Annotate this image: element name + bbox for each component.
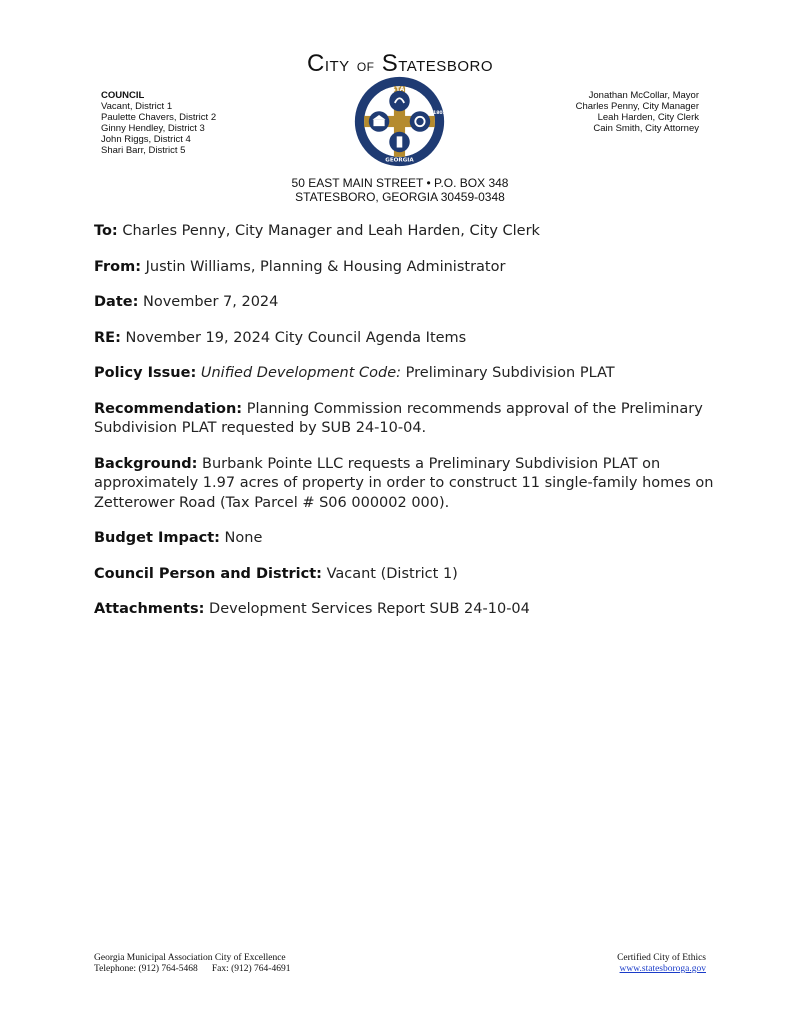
footer-excellence: Georgia Municipal Association City of Excellence bbox=[94, 953, 286, 963]
footer-left bbox=[94, 953, 290, 975]
memo-background: Background: Burbank Pointe LLC requests a Preliminary Subdivision PLAT on approximately 1.97 acres of property in order to construct 11 single-family homes on Zetterower Road (Tax Parcel # S06 000002 000). bbox=[94, 455, 714, 511]
memo-to: To: Charles Penny, City Manager and Leah Harden, City Clerk bbox=[94, 223, 540, 239]
memo-recommendation: Recommendation: Planning Commission recommends approval of the Preliminary Subdivision PLAT requested by SUB 24-10-04. bbox=[94, 400, 703, 436]
letterhead-title: CITY OF STATESBORO bbox=[306, 50, 493, 77]
memo-council-person: Council Person and District: Vacant (District 1) bbox=[94, 565, 458, 582]
footer-right bbox=[617, 953, 706, 975]
council-member: Ginny Hendley, District 3 bbox=[101, 123, 205, 134]
footer-ethics: Certified City of Ethics bbox=[617, 953, 706, 963]
city-seal-logo bbox=[353, 75, 446, 168]
officials-list bbox=[576, 90, 699, 134]
council-member: Vacant, District 1 bbox=[101, 101, 173, 112]
council-member: John Riggs, District 4 bbox=[101, 134, 191, 145]
seal-bottom-text: GEORGIA bbox=[385, 157, 414, 164]
footer-telephone: Telephone: (912) 764-5468 bbox=[94, 964, 198, 974]
council-member: Shari Barr, District 5 bbox=[101, 145, 186, 156]
council-list bbox=[101, 90, 216, 156]
official: Jonathan McCollar, Mayor bbox=[588, 90, 699, 101]
memo-policy-issue: Policy Issue: Unified Development Code: Preliminary Subdivision PLAT bbox=[94, 365, 615, 381]
memo-re: RE: November 19, 2024 City Council Agenda Items bbox=[94, 329, 467, 346]
seal-top-text: CITY OF STATESBORO bbox=[366, 85, 433, 112]
website-link[interactable]: www.statesboroga.gov bbox=[619, 964, 706, 974]
footer-fax: Fax: (912) 764-4691 bbox=[211, 964, 291, 974]
official: Cain Smith, City Attorney bbox=[593, 123, 699, 134]
council-member: Paulette Chavers, District 2 bbox=[101, 112, 217, 123]
official: Charles Penny, City Manager bbox=[575, 101, 699, 112]
memo-from: From: Justin Williams, Planning & Housing Administrator bbox=[94, 258, 506, 275]
memo-budget-impact: Budget Impact: None bbox=[94, 530, 263, 546]
memo-date: Date: November 7, 2024 bbox=[94, 294, 279, 310]
memo-attachments: Attachments: Development Services Report SUB 24-10-04 bbox=[94, 601, 530, 617]
seal-year: 1803 bbox=[432, 111, 446, 117]
official: Leah Harden, City Clerk bbox=[597, 112, 699, 123]
address-line: STATESBORO, GEORGIA 30459-0348 bbox=[295, 190, 505, 204]
council-heading: COUNCIL bbox=[101, 90, 145, 101]
footer-contact bbox=[94, 964, 290, 975]
address-line: 50 EAST MAIN STREET • P.O. BOX 348 bbox=[291, 176, 509, 190]
address-block bbox=[0, 176, 800, 204]
memo-body bbox=[94, 222, 734, 636]
